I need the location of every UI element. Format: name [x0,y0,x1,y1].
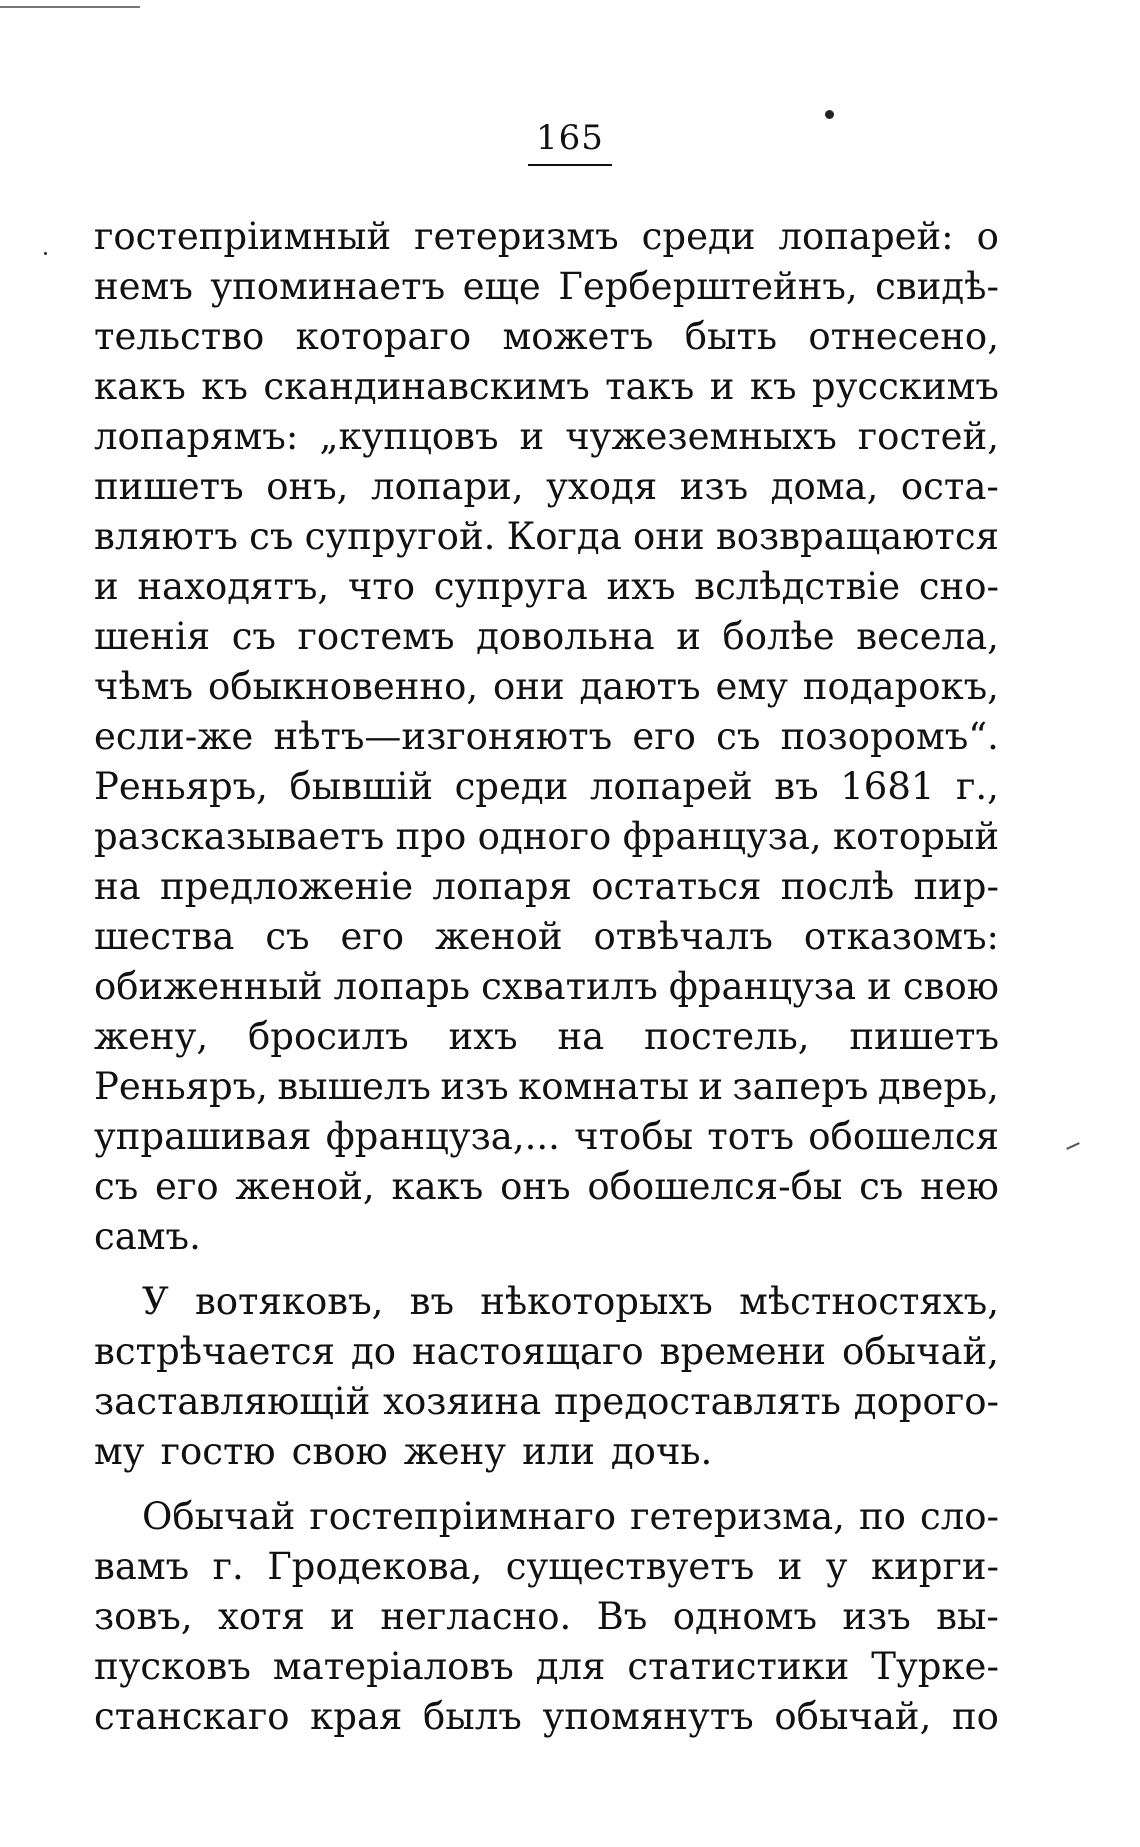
word: даютъ [579,665,701,708]
word: можетъ [502,315,654,358]
word: Обычай [142,1495,296,1538]
text-line [94,712,999,762]
word: зовъ, [94,1595,193,1638]
word: Турке- [871,1645,999,1688]
word: его [155,1165,219,1208]
word: заставляющій [94,1380,371,1423]
word: самъ. [94,1215,201,1258]
word: встрѣчается [94,1330,335,1373]
ink-stroke-margin [1066,1142,1080,1150]
word: обошелся-бы [587,1165,843,1208]
word: къ [749,365,797,408]
scan-mark-top [0,6,140,8]
word: русскимъ [811,365,999,408]
word: онъ, [266,465,349,508]
word: былъ [423,1695,522,1738]
word: мѣстностяхъ, [739,1280,999,1323]
text-line [94,762,999,812]
page-number-text: 165 [528,118,612,166]
word: бросилъ [248,1015,409,1058]
word: Гродекова, [267,1545,483,1588]
word: остаться [591,865,762,908]
word: обычай, [842,1330,999,1373]
word: гостемъ [297,615,455,658]
word: француза [668,965,857,1008]
word: они [493,665,565,708]
body-text [94,212,999,1742]
word: лопари, [370,465,524,508]
paragraph [94,212,999,1262]
word: гетеризма, [630,1495,845,1538]
text-line [94,862,999,912]
word: хотя [217,1595,305,1638]
word: свою [902,965,999,1008]
word: дверь, [877,1065,999,1108]
word: если-же [94,715,254,758]
word: съ [265,915,310,958]
word: ихъ [606,565,676,608]
word: лопарь [333,965,471,1008]
word: съ [231,615,276,658]
text-line [94,412,999,462]
word: чтобы [574,1115,694,1158]
word: жену, [94,1015,209,1058]
word: для [535,1645,606,1688]
word: съ [716,715,761,758]
word: станскаго [94,1695,290,1738]
word: кирги- [870,1545,999,1588]
word: его [340,915,405,958]
text-line [94,312,999,362]
text-line [94,1542,999,1592]
word: жену [403,1430,507,1473]
word: гостей, [857,415,999,458]
word: настоящаго [411,1330,644,1373]
word: на [557,1015,605,1058]
word: француза, [622,815,822,858]
word: одномъ [672,1595,818,1638]
word: или [522,1430,595,1473]
word: обычай, [774,1695,932,1738]
text-line [94,1212,999,1262]
word: вы- [936,1595,999,1638]
text-line [94,1492,999,1542]
word: гостепріимный [94,215,392,258]
word: тотъ [707,1115,795,1158]
word: нею [920,1165,999,1208]
word: края [310,1695,403,1738]
word: предоставлять [554,1380,841,1423]
word: и [330,1595,355,1638]
word: и [94,565,119,608]
word: болѣе [722,615,835,658]
word: хозяина [383,1380,542,1423]
word: г. [212,1545,244,1588]
word: по [952,1695,999,1738]
word: и [777,1545,803,1588]
word: уходя [546,465,658,508]
word: находятъ, [137,565,330,608]
word: онъ [500,1165,571,1208]
word: 1681 [840,765,935,808]
word: разсказываетъ [94,815,385,858]
word: женой [434,915,563,958]
text-line [94,1162,999,1212]
word: въ [774,765,819,808]
word: женой, [235,1165,375,1208]
text-line [94,1377,999,1427]
word: въ [409,1280,454,1323]
word: еще [462,265,541,308]
word: съ [94,1165,139,1208]
word: обыкновенно, [207,665,479,708]
text-line [94,262,999,312]
word: статистики [627,1645,850,1688]
word: съ [859,1165,904,1208]
word: изъ [842,1595,911,1638]
word: какъ [391,1165,484,1208]
word: свою [291,1430,388,1473]
word: изъ [679,465,749,508]
word: упомянутъ [542,1695,754,1738]
word: съ [249,515,294,558]
word: супруга [433,565,588,608]
word: Герберштейнъ, [558,265,858,308]
word: оста- [900,465,999,508]
word: одного [477,815,612,858]
word: гостю [160,1430,276,1473]
word: свидѣ- [875,265,999,308]
word: вышелъ [277,1065,431,1108]
text-line [94,1692,999,1742]
word: скандинавскимъ [263,365,590,408]
word: на [94,865,141,908]
word: упрашивая [94,1115,312,1158]
word: лопарей: [778,215,954,258]
word: негласно. [380,1595,572,1638]
word: среди [641,215,756,258]
paragraph [94,1277,999,1477]
word: обиженный [94,965,323,1008]
word: пишетъ [849,1015,999,1058]
text-line [94,912,999,962]
word: и [519,415,545,458]
text-line [94,1427,999,1477]
word: Въ [596,1595,648,1638]
word: отказомъ: [803,915,999,958]
text-line [94,1642,999,1692]
text-line [94,1062,999,1112]
word: ихъ [448,1015,518,1058]
text-line [94,212,999,262]
word: по [858,1495,906,1538]
word: такъ [605,365,695,408]
word: послѣ [780,865,895,908]
word: что [347,565,416,608]
word: шенія [94,615,211,658]
text-line [94,362,999,412]
word: довольна [476,615,655,658]
word: заперъ [732,1065,869,1108]
word: вотяковъ, [194,1280,384,1323]
word: у [825,1545,848,1588]
word: возвращаются [715,515,999,558]
word: и [676,615,701,658]
word: времени [659,1330,827,1373]
word: му [94,1430,145,1473]
word: тельство [94,315,265,358]
word: матеріаловъ [272,1645,514,1688]
text-line [94,1592,999,1642]
paragraph [94,1492,999,1742]
word: существуетъ [505,1545,755,1588]
word: комнаты [518,1065,689,1108]
word: немъ [94,265,193,308]
word: весела, [856,615,999,658]
word: схватилъ [481,965,658,1008]
page-number [0,118,1140,166]
word: позоромъ“. [780,715,999,758]
word: котораго [295,315,472,358]
word: Реньяръ, [94,1065,268,1108]
word: нѣкоторыхъ [480,1280,713,1323]
text-line [94,1012,999,1062]
text-line [94,1277,999,1327]
word: супругой. [304,515,496,558]
word: предложеніе [160,865,414,908]
word: вамъ [94,1545,190,1588]
text-line [94,462,999,512]
word: пишетъ [94,465,244,508]
word: сло- [919,1495,999,1538]
word: пусковъ [94,1645,251,1688]
text-line [94,662,999,712]
word: какъ [94,365,186,408]
word: постель, [644,1015,810,1058]
word: чужеземныхъ [565,415,837,458]
word: про [395,815,467,858]
text-line [94,962,999,1012]
word: дома, [770,465,879,508]
word: бывшій [289,765,433,808]
text-line [94,1327,999,1377]
text-line [94,1112,999,1162]
word: и [698,1065,724,1108]
word: шества [94,915,235,958]
word: пир- [913,865,999,908]
word: г., [956,765,999,808]
word: вслѣдствіе [694,565,901,608]
word: и [709,365,735,408]
word: Реньяръ, [94,765,268,808]
word: отвѣчалъ [593,915,773,958]
word: о [976,215,999,258]
text-line [94,812,999,862]
word: лопаря [432,865,572,908]
word: они [633,515,705,558]
word: отнесено, [808,315,999,358]
word: сно- [918,565,999,608]
word: гетеризмъ [414,215,619,258]
word: обошелся [808,1115,999,1158]
word: и [867,965,892,1008]
text-line [94,512,999,562]
word: „купцовъ [319,415,499,458]
ink-dot-left [44,252,47,255]
word: нѣтъ—изгоняютъ [273,715,613,758]
text-line [94,562,999,612]
word: лопарей [589,765,753,808]
word: гостепріимнаго [309,1495,617,1538]
word: который [833,815,999,858]
word: дочь. [610,1430,713,1473]
word: подарокъ, [802,665,999,708]
word: упоминаетъ [210,265,446,308]
word: среди [454,765,569,808]
word: Когда [506,515,622,558]
word: къ [201,365,248,408]
word: француза,... [325,1115,560,1158]
word: его [632,715,696,758]
text-line [94,612,999,662]
word: изъ [440,1065,509,1108]
word: быть [684,315,778,358]
word: до [350,1330,397,1373]
word: У [142,1280,169,1323]
word: чѣмъ [94,665,194,708]
word: ему [715,665,788,708]
word: лопарямъ: [94,415,299,458]
word: вляютъ [94,515,238,558]
word: дорого- [853,1380,999,1423]
